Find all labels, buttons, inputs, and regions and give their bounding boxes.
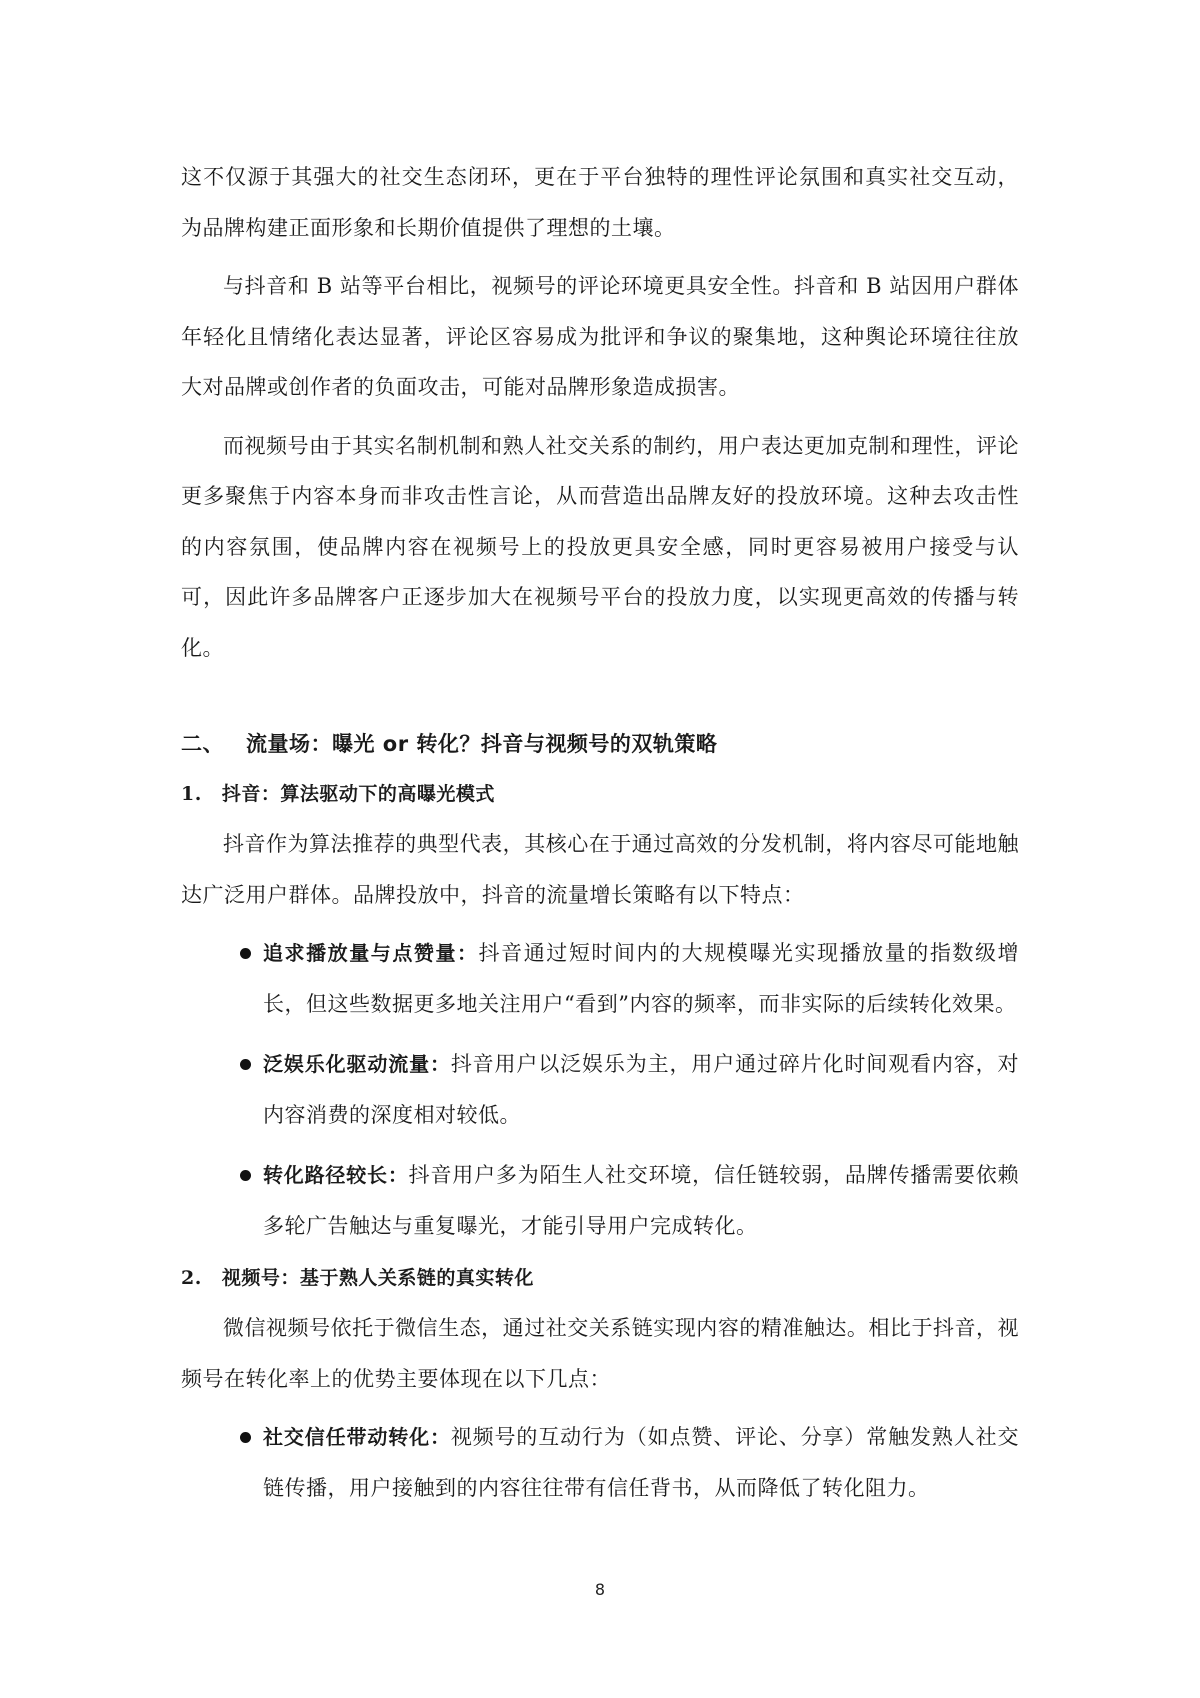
list-item-body: 视频号的互动行为（如点赞、评论、分享）常触发熟人社交链传播，用户接触到的内容往往带有信任背书，从而降低了转化阻力。 — [263, 1425, 1020, 1500]
section-number: 二、 — [181, 732, 224, 756]
list-item-body: 抖音用户以泛娱乐为主，用户通过碎片化时间观看内容，对内容消费的深度相对较低。 — [263, 1052, 1020, 1127]
list-item — [181, 928, 1019, 1029]
paragraph-2: 与抖音和 B 站等平台相比，视频号的评论环境更具安全性。抖音和 B 站因用户群体年轻化且情绪化表达显著，评论区容易成为批评和争议的聚集地，这种舆论环境往往放大对品牌或创作者的负面攻击，可能对品牌形象造成损害。 — [181, 274, 1019, 399]
list-item-body: 抖音通过短时间内的大规模曝光实现播放量的指数级增长，但这些数据更多地关注用户“看到”内容的频率，而非实际的后续转化效果。 — [263, 941, 1020, 1016]
paragraph-3: 而视频号由于其实名制机制和熟人社交关系的制约，用户表达更加克制和理性，评论更多聚焦于内容本身而非攻击性言论，从而营造出品牌友好的投放环境。这种去攻击性的内容氛围，使品牌内容在视频号上的投放更具安全感，同时更容易被用户接受与认可，因此许多品牌客户正逐步加大在视频号平台的投放力度，以实现更高效的传播与转化。 — [181, 433, 1019, 660]
spacer — [181, 711, 1019, 719]
spacer — [181, 1031, 1019, 1039]
subsection-title: 视频号：基于熟人关系链的真实转化 — [221, 1267, 534, 1289]
subsection-number: 2. — [181, 1267, 202, 1289]
list-item-text — [239, 1150, 1019, 1251]
bullet-icon — [240, 1059, 251, 1070]
spacer — [181, 1404, 1019, 1412]
subsection-heading-1 — [181, 769, 1019, 819]
spacer — [181, 413, 1019, 421]
spacer — [181, 1142, 1019, 1150]
list-item — [181, 1412, 1019, 1513]
page-content — [181, 152, 1019, 1515]
spacer — [181, 673, 1019, 711]
list-item — [181, 1039, 1019, 1140]
section-heading — [181, 719, 1019, 769]
list-item-lead: 泛娱乐化驱动流量： — [263, 1052, 451, 1076]
list-item-lead: 社交信任带动转化： — [263, 1425, 451, 1449]
spacer — [181, 920, 1019, 928]
bullet-icon — [240, 1170, 251, 1181]
list-item-lead: 追求播放量与点赞量： — [263, 941, 479, 965]
bullet-icon — [240, 948, 251, 959]
section-title: 流量场：曝光 or 转化？抖音与视频号的双轨策略 — [246, 732, 718, 756]
subsection-1-intro: 抖音作为算法推荐的典型代表，其核心在于通过高效的分发机制，将内容尽可能地触达广泛用户群体。品牌投放中，抖音的流量增长策略有以下特点： — [181, 832, 1019, 907]
list-item-lead: 转化路径较长： — [263, 1163, 409, 1187]
subsection-number: 1. — [181, 783, 202, 805]
spacer — [181, 253, 1019, 261]
paragraph-1: 这不仅源于其强大的社交生态闭环，更在于平台独特的理性评论氛围和真实社交互动，为品牌构建正面形象和长期价值提供了理想的土壤。 — [181, 165, 1019, 240]
list-item — [181, 1150, 1019, 1251]
subsection-heading-2 — [181, 1253, 1019, 1303]
list-item-text — [239, 1039, 1019, 1140]
subsection-2-intro: 微信视频号依托于微信生态，通过社交关系链实现内容的精准触达。相比于抖音，视频号在转化率上的优势主要体现在以下几点： — [181, 1316, 1019, 1391]
list-item-text — [239, 1412, 1019, 1513]
list-item-text — [239, 928, 1019, 1029]
bullet-icon — [240, 1432, 251, 1443]
subsection-title: 抖音：算法驱动下的高曝光模式 — [221, 783, 495, 805]
list-item-body: 抖音用户多为陌生人社交环境，信任链较弱，品牌传播需要依赖多轮广告触达与重复曝光，才能引导用户完成转化。 — [263, 1163, 1020, 1238]
page-number: 8 — [594, 1580, 606, 1599]
